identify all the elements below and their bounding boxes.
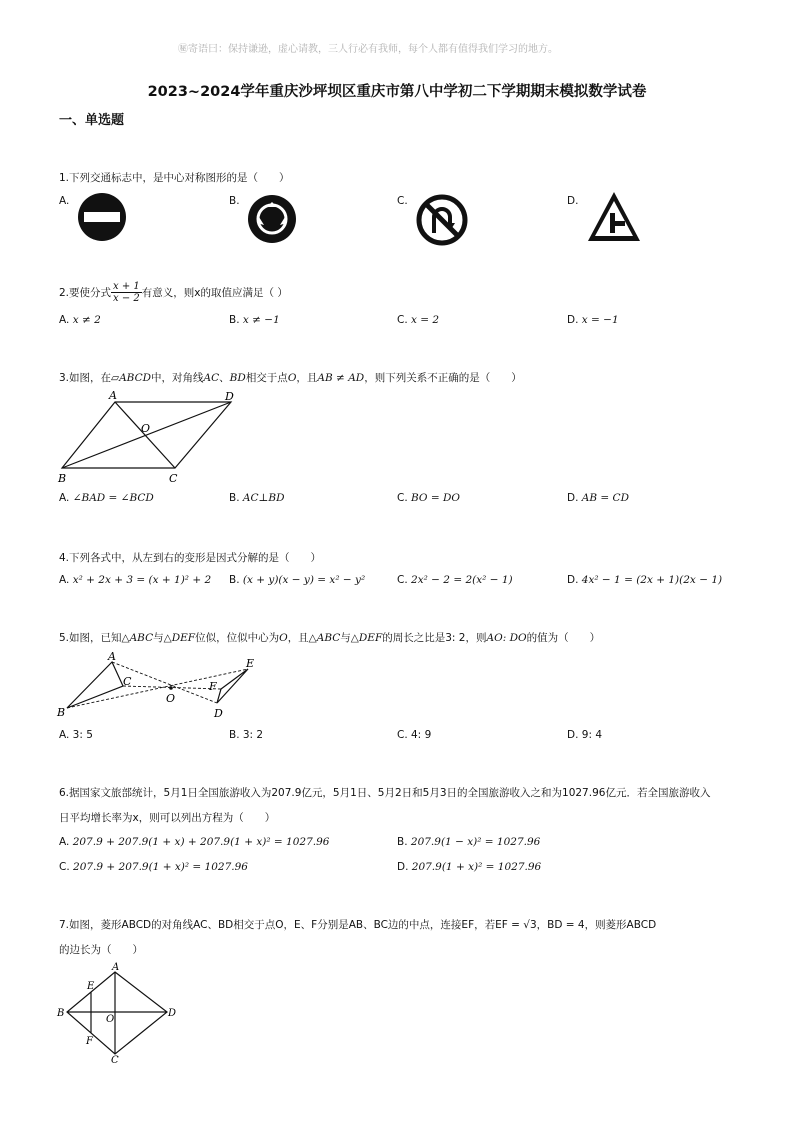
q6-option-a: A. 207.9 + 207.9(1 + x) + 207.9(1 + x)² = 1027.96 (59, 836, 330, 848)
section-heading: 一、单选题 (59, 113, 125, 128)
q5-label-c: C (123, 675, 132, 688)
q1-option-d-label: D. (567, 195, 579, 207)
q5-homothety-figure (55, 652, 265, 722)
q3-option-c: C. BO = DO (397, 492, 461, 504)
q7-rhombus-figure (55, 960, 185, 1064)
q1-option-c-label: C. (397, 195, 408, 207)
q5-label-a: A (108, 652, 116, 663)
q7-stem-line1: 7.如图，菱形ABCD的对角线AC、BD相交于点O，E、F分别是AB、BC边的中点，连接EF，若EF = √3，BD = 4，则菱形ABCD (59, 919, 657, 931)
page-title: 2023~2024学年重庆沙坪坝区重庆市第八中学初二下学期期末模拟数学试卷 (147, 84, 647, 100)
q2-option-b: B. x ≠ −1 (229, 314, 280, 326)
q4-option-b: B. (x + y)(x − y) = x² − y² (229, 574, 366, 586)
q7-label-f: F (86, 1036, 93, 1047)
q4-option-c: C. 2x² − 2 = 2(x² − 1) (397, 574, 513, 586)
q1-option-a-label: A. (59, 195, 70, 207)
q3-parallelogram-figure (55, 388, 245, 486)
q3-stem: 3.如图，在▱ABCD中，对角线AC、BD相交于点O，且AB ≠ AD，则下列关系不正确的是（ ） (59, 372, 522, 384)
q2-option-c: C. x = 2 (397, 314, 440, 326)
q2-stem-post: 有意义，则x的取值应满足（ ） (141, 287, 288, 299)
q3-option-d: D. AB = CD (567, 492, 629, 504)
q7-label-b: B (57, 1008, 65, 1019)
q5-option-b: B. 3: 2 (229, 729, 264, 741)
q2-fraction (111, 281, 142, 304)
no-entry-sign-icon (76, 191, 128, 243)
q7-label-a: A (112, 962, 120, 973)
q3-label-c: C (169, 472, 178, 485)
q5-stem: 5.如图，已知△ABC与△DEF位似，位似中心为O，且△ABC与△DEF的周长之比是3: 2，则AO: DO的值为（ ） (59, 632, 601, 644)
q2-fraction-denominator: x − 2 (113, 293, 140, 304)
q4-option-a: A. x² + 2x + 3 = (x + 1)² + 2 (59, 574, 212, 586)
q6-stem-line2: 日平均增长率为x，则可以列出方程为（ ） (59, 812, 276, 824)
q5-label-o: O (166, 692, 176, 705)
q3-option-b: B. AC⊥BD (229, 492, 285, 504)
q5-option-d: D. 9: 4 (567, 729, 602, 741)
q2-fraction-numerator: x + 1 (113, 281, 140, 292)
q1-stem: 1.下列交通标志中，是中心对称图形的是（ ） (59, 172, 290, 184)
q5-option-a: A. 3: 5 (59, 729, 93, 741)
q3-label-o: O (141, 422, 151, 435)
q4-stem: 4.下列各式中，从左到右的变形是因式分解的是（ ） (59, 552, 322, 564)
q5-label-f: F (209, 680, 217, 693)
q6-option-c: C. 207.9 + 207.9(1 + x)² = 1027.96 (59, 861, 248, 873)
q2-stem (59, 281, 288, 304)
no-u-turn-sign-icon (415, 193, 469, 247)
q7-stem-line2: 的边长为（ ） (59, 944, 143, 956)
q2-option-a: A. x ≠ 2 (59, 314, 101, 326)
q3-label-b: B (58, 472, 67, 485)
q5-option-c: C. 4: 9 (397, 729, 432, 741)
q3-label-d: D (225, 390, 234, 403)
q2-stem-pre: 2.要使分式 (59, 287, 112, 299)
q7-label-d: D (168, 1008, 177, 1019)
q5-label-b: B (57, 706, 66, 719)
motto-banner: ㊙寄语曰：保持谦逊，虚心请教，三人行必有我师，每个人都有值得我们学习的地方。 (178, 44, 558, 55)
roundabout-sign-icon (246, 193, 298, 245)
q2-option-d: D. x = −1 (567, 314, 619, 326)
q4-option-d: D. 4x² − 1 = (2x + 1)(2x − 1) (567, 574, 723, 586)
q7-label-e: E (87, 981, 95, 992)
q3-option-a: A. ∠BAD = ∠BCD (59, 492, 154, 504)
t-junction-warning-sign-icon (585, 189, 643, 245)
q5-label-d: D (214, 707, 223, 720)
q6-option-d: D. 207.9(1 + x)² = 1027.96 (397, 861, 542, 873)
q6-option-b: B. 207.9(1 − x)² = 1027.96 (397, 836, 541, 848)
q7-label-o: O (106, 1014, 115, 1025)
q1-option-b-label: B. (229, 195, 240, 207)
q7-label-c: C (111, 1055, 119, 1064)
q6-stem-line1: 6.据国家文旅部统计，5月1日全国旅游收入为207.9亿元，5月1日、5月2日和5月3日的全国旅游收入之和为1027.96亿元．若全国旅游收入 (59, 787, 711, 799)
q3-label-a: A (109, 389, 117, 402)
q5-label-e: E (246, 657, 255, 670)
